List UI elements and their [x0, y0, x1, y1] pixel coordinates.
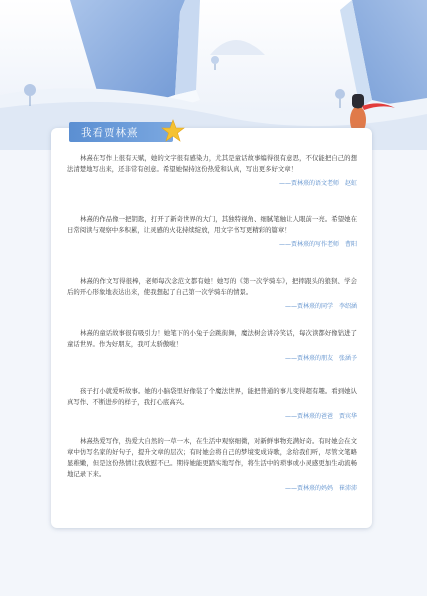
comment-text: 林熹的童话故事很有吸引力！她笔下的小兔子会跳街舞，魔法树会讲冷笑话，每次读都好像钻进了童话世界。作为好朋友，我可太骄傲啦！ — [67, 329, 357, 348]
comment-signature: ——贾林熹的写作老师 曹阳 — [278, 241, 357, 248]
comment-teacher-writing — [67, 214, 357, 249]
comment-signature: ——贾林熹的爸爸 贾宾华 — [284, 413, 357, 420]
comment-teacher-chinese — [67, 153, 357, 188]
comment-text: 林熹的作品像一把钥匙，打开了新奇世界的大门，其独特视角、细腻笔触让人眼前一亮。希望她在日常阅读与观察中多积累，让灵感的火花持续绽放，用文字书写更精彩的篇章！ — [67, 215, 357, 234]
comment-father — [67, 386, 357, 421]
comment-signature: ——贾林熹的同学 李绍涵 — [284, 303, 357, 310]
comment-signature: ——贾林熹的语文老师 赵虹 — [278, 180, 357, 187]
comment-signature: ——贾林熹的朋友 张涵予 — [284, 355, 357, 362]
comment-classmate — [67, 276, 357, 311]
star-icon — [161, 119, 185, 143]
comment-friend — [67, 328, 357, 363]
comment-text: 林熹在写作上很有天赋，她的文字很有感染力，尤其是童话故事编得很有意思，不仅能把自己的想法清楚地写出来，还非常有创意。希望她保持这份热爱和认真，写出更多好文章！ — [67, 154, 357, 173]
comment-text: 林熹热爱写作，热爱大自然的一草一木，在生活中观察细微，对新鲜事物充满好奇。有时她会在文章中仿写名家的好句子，提升文章的层次；有时她会将自己的梦境变成诗歌，念给我们听，尽管文笔略显稚嫩，但是这份热情让我欣慰不已。期待她能更踏实地写作，将生活中的琐事或小灵感更加生动流畅地记录下来。 — [67, 437, 357, 478]
section-title: 我看贾林熹 — [81, 127, 139, 139]
comment-text: 孩子打小就爱听故事。她的小脑袋里好像装了个魔法世界，能把普通的事儿变得超有趣。看到她认真写作、不断进步的样子，我打心底高兴。 — [67, 387, 357, 406]
comment-mother — [67, 436, 357, 493]
comment-text: 林熹的作文写得很棒，老师每次念范文都有她！她写的《第一次学骑车》，把摔跟头的狼狈、学会后的开心形象地表达出来，使我想起了自己第一次学骑车的情景。 — [67, 277, 357, 296]
comment-signature: ——贾林熹的妈妈 崔沛沛 — [284, 485, 357, 492]
section-title-tag — [69, 122, 173, 142]
comments-card — [51, 128, 372, 528]
